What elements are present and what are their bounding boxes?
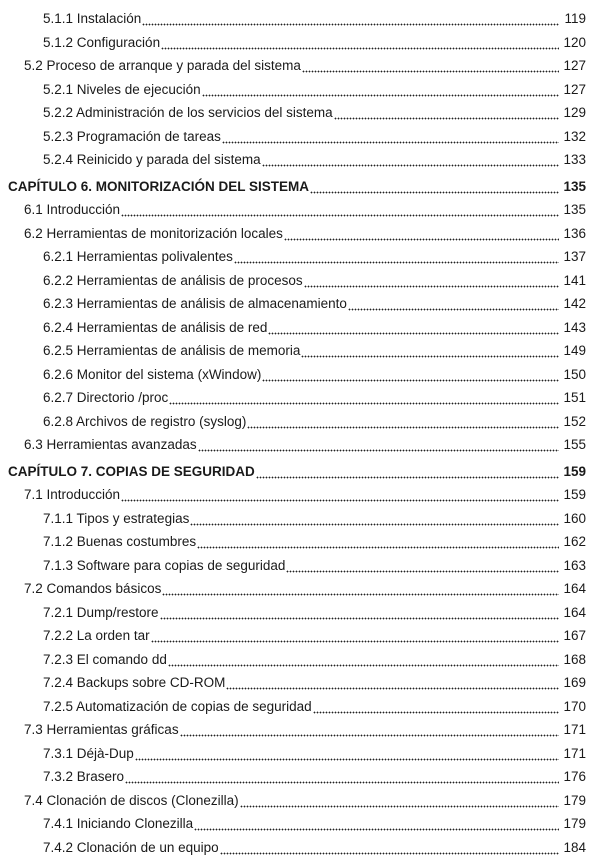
page-number: 163 (563, 557, 586, 573)
section-title: 5.1.2 Configuración (43, 34, 161, 50)
toc-entry (0, 245, 600, 269)
section-title: 5.2.4 Reinicido y parada del sistema (43, 152, 261, 167)
section-title: 7.3.2 Brasero (43, 769, 125, 784)
dot-leader (348, 307, 559, 313)
dot-leader (220, 850, 559, 856)
page-number: 169 (563, 675, 586, 690)
page-number: 135 (563, 202, 586, 217)
chapter-title: CAPÍTULO 7. COPIAS DE SEGURIDAD (8, 463, 255, 479)
section-title: 7.1.1 Tipos y estrategias (43, 510, 190, 526)
section-title: 6.2 Herramientas de monitorización locales (24, 225, 283, 241)
toc-entry (0, 554, 600, 578)
section-title: 6.2.8 Archivos de registro (syslog) (43, 413, 247, 429)
page-number: 164 (563, 604, 586, 620)
toc-entry (0, 125, 600, 149)
dot-leader (168, 662, 559, 668)
dot-leader (310, 189, 559, 195)
toc-chapter-entry (0, 460, 600, 484)
section-title: 7.4.2 Clonación de un equipo (43, 839, 219, 855)
section-title: 6.2.3 Herramientas de análisis de almacenamiento (43, 296, 347, 311)
section-title: 5.2.2 Administración de los servicios del sistema (43, 105, 333, 120)
toc-entry (0, 695, 600, 719)
toc-entry (0, 648, 600, 672)
section-title: 6.2.6 Monitor del sistema (xWindow) (43, 366, 262, 382)
dot-leader (169, 401, 559, 407)
toc-entry (0, 31, 600, 55)
page-number: 132 (563, 128, 586, 144)
dot-leader (284, 236, 559, 242)
dot-leader (161, 45, 559, 51)
section-title: 7.2 Comandos básicos (24, 581, 162, 596)
page-number: 179 (563, 816, 586, 831)
toc-entry (0, 483, 600, 507)
dot-leader (268, 330, 559, 336)
section-title: 5.2.1 Niveles de ejecución (43, 81, 201, 97)
section-title: 7.1 Introducción (24, 487, 121, 502)
page-number: 159 (563, 487, 586, 502)
dot-leader (301, 354, 559, 360)
dot-leader (334, 116, 559, 122)
page-number: 155 (563, 437, 586, 452)
section-title: 7.2.5 Automatización de copias de seguridad (43, 698, 312, 714)
toc-entry (0, 198, 600, 222)
page-number: 137 (563, 249, 586, 264)
dot-leader (240, 803, 559, 809)
page-number: 170 (563, 698, 586, 714)
toc-entry (0, 433, 600, 457)
dot-leader (247, 424, 559, 430)
page-number: 151 (563, 390, 586, 405)
page-number: 168 (563, 651, 586, 667)
toc-entry (0, 386, 600, 410)
toc-entry (0, 624, 600, 648)
dot-leader (160, 615, 559, 621)
dot-leader (121, 213, 559, 219)
toc-entry (0, 222, 600, 246)
toc-entry (0, 530, 600, 554)
section-title: 6.2.2 Herramientas de análisis de procesos (43, 272, 303, 288)
toc-entry (0, 507, 600, 531)
page-number: 127 (563, 58, 586, 73)
page-number: 179 (563, 792, 586, 808)
toc-entry (0, 601, 600, 625)
dot-leader (262, 163, 559, 169)
section-title: 5.1.1 Instalación (43, 11, 142, 26)
section-title: 6.3 Herramientas avanzadas (24, 437, 197, 452)
dot-leader (286, 568, 559, 574)
dot-leader (197, 545, 559, 551)
section-title: 6.2.5 Herramientas de análisis de memoria (43, 343, 301, 358)
section-title: 7.3.1 Déjà-Dup (43, 745, 134, 761)
toc-entry (0, 765, 600, 789)
section-title: 6.2.4 Herramientas de análisis de red (43, 319, 268, 335)
page-number: 167 (563, 628, 586, 643)
dot-leader (121, 498, 559, 504)
dot-leader (125, 780, 559, 786)
page-number: 129 (563, 105, 586, 120)
section-title: 5.2.3 Programación de tareas (43, 128, 221, 144)
page-number: 171 (563, 722, 586, 737)
page-number: 150 (563, 366, 586, 382)
toc-entry (0, 269, 600, 293)
dot-leader (194, 827, 559, 833)
page-number: 119 (564, 11, 586, 26)
toc-entry (0, 789, 600, 813)
page-number: 164 (563, 581, 586, 596)
page-number: 171 (563, 745, 586, 761)
chapter-title: CAPÍTULO 6. MONITORIZACIÓN DEL SISTEMA (8, 178, 310, 194)
dot-leader (142, 22, 559, 28)
dot-leader (256, 474, 559, 480)
page-number: 159 (563, 463, 586, 479)
dot-leader (180, 733, 559, 739)
dot-leader (226, 686, 559, 692)
section-title: 7.2.3 El comando dd (43, 651, 167, 667)
dot-leader (222, 139, 559, 145)
section-title: 7.1.2 Buenas costumbres (43, 534, 197, 549)
toc-entry (0, 742, 600, 766)
toc-entry (0, 339, 600, 363)
dot-leader (198, 448, 559, 454)
page-number: 184 (563, 839, 586, 855)
page-number: 142 (563, 296, 586, 311)
toc-entry (0, 292, 600, 316)
toc-entry (0, 410, 600, 434)
page-number: 160 (563, 510, 586, 526)
toc-entry (0, 148, 600, 172)
page-number: 135 (563, 178, 586, 194)
dot-leader (302, 69, 559, 75)
toc-entry (0, 577, 600, 601)
page-number: 141 (563, 272, 586, 288)
toc-entry (0, 54, 600, 78)
dot-leader (234, 260, 559, 266)
toc-entry (0, 718, 600, 742)
dot-leader (262, 377, 559, 383)
dot-leader (313, 709, 559, 715)
page-number: 143 (563, 319, 586, 335)
section-title: 7.2.1 Dump/restore (43, 604, 159, 620)
toc-entry (0, 363, 600, 387)
toc-entry (0, 101, 600, 125)
toc-entry (0, 671, 600, 695)
section-title: 6.2.7 Directorio /proc (43, 390, 169, 405)
dot-leader (304, 283, 559, 289)
section-title: 7.3 Herramientas gráficas (24, 722, 179, 737)
dot-leader (135, 756, 559, 762)
toc-entry (0, 7, 600, 31)
toc-entry (0, 78, 600, 102)
page-number: 176 (563, 769, 586, 784)
page-number: 127 (563, 81, 586, 97)
dot-leader (202, 92, 559, 98)
section-title: 7.4.1 Iniciando Clonezilla (43, 816, 194, 831)
table-of-contents (0, 7, 600, 859)
toc-chapter-entry (0, 175, 600, 199)
dot-leader (190, 521, 559, 527)
section-title: 7.2.4 Backups sobre CD-ROM (43, 675, 226, 690)
section-title: 7.1.3 Software para copias de seguridad (43, 557, 286, 573)
section-title: 7.4 Clonación de discos (Clonezilla) (24, 792, 239, 808)
toc-entry (0, 836, 600, 860)
page-number: 162 (563, 534, 586, 549)
dot-leader (151, 639, 559, 645)
section-title: 6.1 Introducción (24, 202, 121, 217)
page-number: 136 (563, 225, 586, 241)
page-number: 120 (563, 34, 586, 50)
page-number: 149 (563, 343, 586, 358)
page-number: 133 (563, 152, 586, 167)
toc-entry (0, 316, 600, 340)
toc-entry (0, 812, 600, 836)
dot-leader (162, 592, 559, 598)
section-title: 7.2.2 La orden tar (43, 628, 150, 643)
section-title: 6.2.1 Herramientas polivalentes (43, 249, 233, 264)
page-number: 152 (563, 413, 586, 429)
section-title: 5.2 Proceso de arranque y parada del sistema (24, 58, 301, 73)
